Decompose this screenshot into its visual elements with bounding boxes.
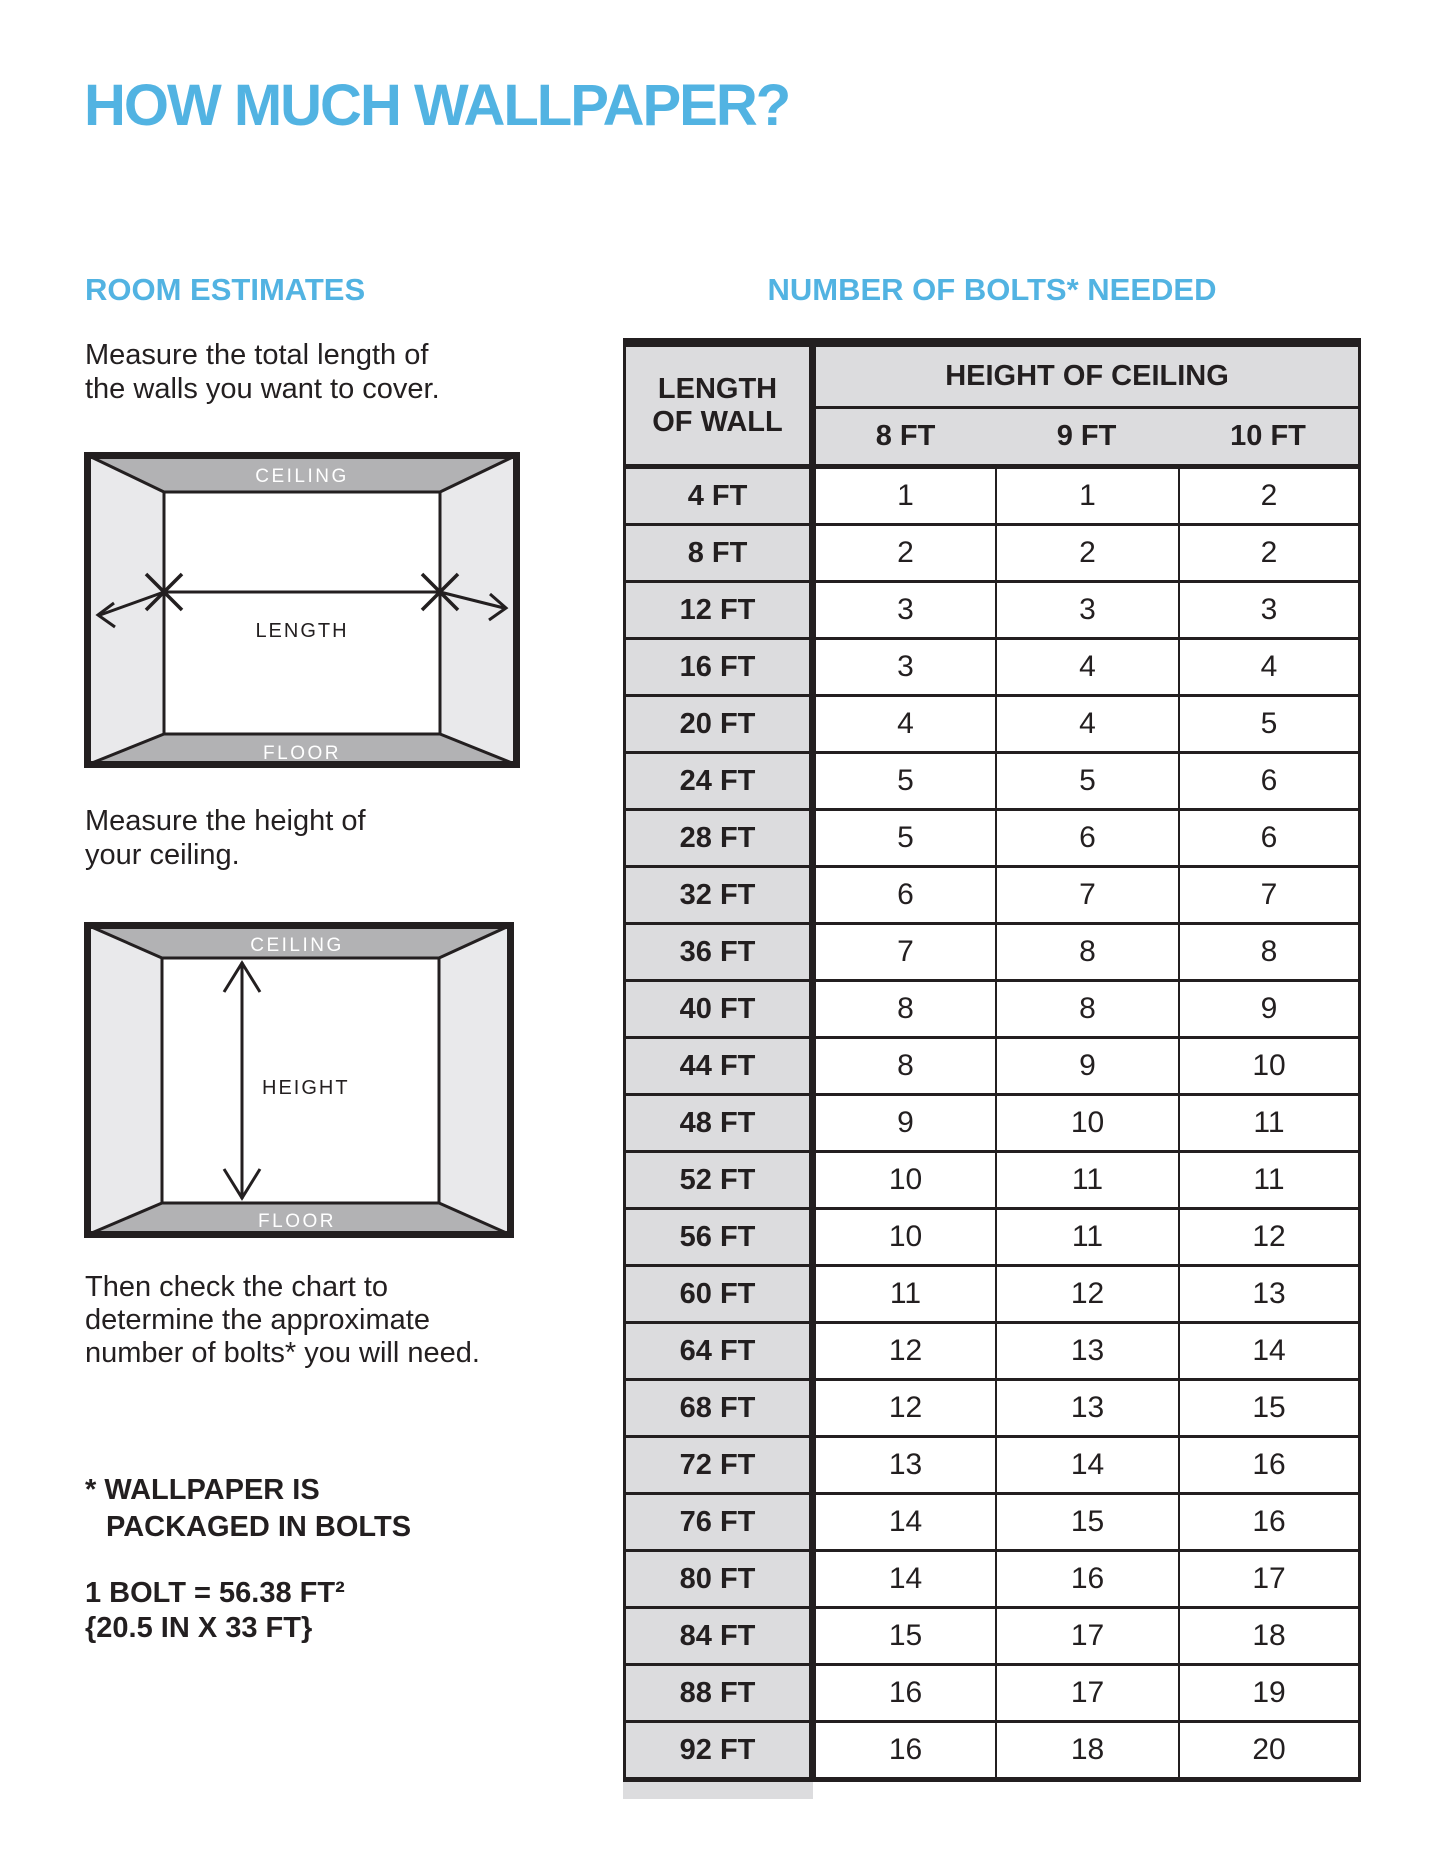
wall-length-label: 92 FT [626, 1723, 809, 1777]
table-row [626, 1210, 1358, 1267]
bolt-count-cell: 19 [1178, 1666, 1358, 1720]
bolt-count-cell: 6 [1178, 811, 1358, 865]
column-header-9ft: 9 FT [1056, 420, 1117, 452]
bolt-count-cell: 10 [995, 1096, 1178, 1150]
wall-length-label: 36 FT [626, 925, 809, 979]
bolt-count-cell: 3 [897, 593, 914, 626]
back-wall [164, 492, 440, 734]
step-measure-length [85, 338, 440, 406]
length-of-wall-header [626, 347, 809, 464]
ceiling-height-diagram [84, 922, 514, 1238]
bolt-count-cell: 5 [897, 821, 914, 854]
step-measure-length-line2: the walls you want to cover. [85, 373, 440, 405]
right-wall-surface [439, 922, 514, 1238]
bolt-size-info [85, 1576, 345, 1646]
bolt-count-cell: 11 [1178, 1096, 1358, 1150]
bolt-count-cell: 5 [995, 754, 1178, 808]
table-row [626, 697, 1358, 754]
table-row [626, 469, 1358, 526]
wall-length-label: 44 FT [626, 1039, 809, 1093]
bolt-count-cell: 14 [1178, 1324, 1358, 1378]
bolt-count-cell: 16 [1178, 1495, 1358, 1549]
bolt-count-cell: 9 [995, 1039, 1178, 1093]
row-divider [809, 1267, 816, 1321]
bolt-count-cell: 4 [995, 640, 1178, 694]
table-row [626, 1096, 1358, 1153]
floor-label: FLOOR [258, 1211, 336, 1232]
bolt-count-cell: 12 [888, 1334, 923, 1367]
column-header-10ft: 10 FT [1230, 420, 1306, 452]
wall-length-label: 8 FT [626, 526, 809, 580]
bolt-count-cell: 13 [1178, 1267, 1358, 1321]
wall-length-label: 32 FT [626, 868, 809, 922]
left-wall-surface [84, 452, 164, 768]
bolt-count-cell: 6 [995, 811, 1178, 865]
wall-length-label: 76 FT [626, 1495, 809, 1549]
wall-length-label: 48 FT [626, 1096, 809, 1150]
table-row [626, 1723, 1358, 1782]
bolt-count-cell: 10 [888, 1163, 923, 1196]
bolt-count-cell: 12 [1178, 1210, 1358, 1264]
bolts-footnote [85, 1472, 411, 1546]
row-divider [809, 925, 816, 979]
table-row [626, 1609, 1358, 1666]
ceiling-height-columns [816, 409, 1358, 464]
bolt-count-cell: 11 [995, 1153, 1178, 1207]
table-row [626, 1495, 1358, 1552]
row-divider [809, 469, 816, 523]
bolt-count-cell: 16 [888, 1733, 923, 1766]
bolt-count-cell: 11 [1178, 1153, 1358, 1207]
bolt-count-cell: 5 [1178, 697, 1358, 751]
table-row [626, 1153, 1358, 1210]
row-divider [809, 1552, 816, 1606]
table-row [626, 1039, 1358, 1096]
bolt-count-cell: 14 [888, 1562, 923, 1595]
row-divider [809, 754, 816, 808]
bolt-count-cell: 2 [995, 526, 1178, 580]
bolt-count-cell: 3 [897, 650, 914, 683]
height-of-ceiling-header: HEIGHT OF CEILING [816, 347, 1358, 409]
height-label: HEIGHT [262, 1077, 350, 1099]
step-measure-height-line2: your ceiling. [85, 839, 240, 871]
bolt-count-cell: 17 [995, 1666, 1178, 1720]
row-divider [809, 1096, 816, 1150]
bolt-count-cell: 16 [1178, 1438, 1358, 1492]
page-title: HOW MUCH WALLPAPER? [84, 73, 790, 138]
bolt-count-cell: 10 [1178, 1039, 1358, 1093]
bolts-footnote-line1: * WALLPAPER IS [85, 1474, 320, 1506]
wall-length-label: 52 FT [626, 1153, 809, 1207]
row-divider [809, 1438, 816, 1492]
wall-length-label: 68 FT [626, 1381, 809, 1435]
step-measure-height [85, 804, 366, 872]
right-wall-surface [440, 452, 520, 768]
bolt-count-cell: 7 [897, 935, 914, 968]
row-divider [809, 1609, 816, 1663]
floor-label: FLOOR [263, 743, 341, 764]
wall-length-label: 40 FT [626, 982, 809, 1036]
bolt-count-cell: 11 [995, 1210, 1178, 1264]
wall-length-label: 84 FT [626, 1609, 809, 1663]
wall-length-label: 88 FT [626, 1666, 809, 1720]
row-divider [809, 1381, 816, 1435]
bolt-count-cell: 8 [897, 1049, 914, 1082]
bolt-count-cell: 13 [995, 1324, 1178, 1378]
table-row [626, 640, 1358, 697]
table-row [626, 868, 1358, 925]
table-row [626, 1381, 1358, 1438]
table-header [626, 347, 1358, 464]
height-of-ceiling-section [816, 347, 1358, 464]
bolt-count-cell: 10 [888, 1220, 923, 1253]
bolt-count-cell: 13 [888, 1448, 923, 1481]
bolt-count-cell: 15 [888, 1619, 923, 1652]
wall-length-label: 60 FT [626, 1267, 809, 1321]
table-row [626, 1552, 1358, 1609]
row-divider [809, 1153, 816, 1207]
wall-length-label: 56 FT [626, 1210, 809, 1264]
table-row [626, 754, 1358, 811]
bolts-table [623, 338, 1361, 1782]
table-row [626, 925, 1358, 982]
table-body [626, 469, 1358, 1782]
length-of-wall-header-line1: LENGTH [657, 372, 778, 405]
row-divider [809, 1666, 816, 1720]
bolt-count-cell: 4 [1178, 640, 1358, 694]
bolt-count-cell: 6 [897, 878, 914, 911]
step-measure-height-line1: Measure the height of [85, 805, 366, 837]
bolt-count-cell: 14 [995, 1438, 1178, 1492]
step-measure-length-line1: Measure the total length of [85, 339, 429, 371]
row-divider [809, 640, 816, 694]
bolt-count-cell: 14 [888, 1505, 923, 1538]
bolt-count-cell: 2 [1178, 526, 1358, 580]
wall-length-label: 20 FT [626, 697, 809, 751]
bolt-count-cell: 3 [995, 583, 1178, 637]
bolt-count-cell: 2 [897, 536, 914, 569]
wall-length-label: 72 FT [626, 1438, 809, 1492]
wall-length-label: 28 FT [626, 811, 809, 865]
room-length-diagram [84, 452, 520, 768]
bolt-count-cell: 15 [995, 1495, 1178, 1549]
bolt-count-cell: 18 [1178, 1609, 1358, 1663]
wall-length-label: 16 FT [626, 640, 809, 694]
bolt-count-cell: 16 [995, 1552, 1178, 1606]
left-wall-surface [84, 922, 162, 1238]
bolt-count-cell: 12 [888, 1391, 923, 1424]
bolt-count-cell: 18 [995, 1723, 1178, 1777]
table-top-border [626, 338, 1358, 347]
ceiling-label: CEILING [255, 466, 349, 487]
length-label: LENGTH [255, 620, 349, 642]
row-divider [809, 583, 816, 637]
row-divider [809, 697, 816, 751]
bolt-count-cell: 5 [897, 764, 914, 797]
row-divider [809, 1324, 816, 1378]
table-row [626, 1666, 1358, 1723]
table-row [626, 526, 1358, 583]
bolt-count-cell: 16 [888, 1676, 923, 1709]
table-row [626, 1324, 1358, 1381]
wall-length-label: 4 FT [626, 469, 809, 523]
step-check-chart-line3: number of bolts* you will need. [85, 1337, 480, 1369]
table-row [626, 811, 1358, 868]
row-divider [809, 1210, 816, 1264]
table-row [626, 583, 1358, 640]
bolt-count-cell: 8 [995, 982, 1178, 1036]
bolt-count-cell: 8 [1178, 925, 1358, 979]
wall-length-label: 64 FT [626, 1324, 809, 1378]
row-divider [809, 811, 816, 865]
step-check-chart-line2: determine the approximate [85, 1304, 430, 1336]
bolt-count-cell: 3 [1178, 583, 1358, 637]
bolt-count-cell: 11 [889, 1277, 922, 1310]
wall-length-label: 80 FT [626, 1552, 809, 1606]
bolt-count-cell: 1 [897, 479, 914, 512]
row-divider [809, 526, 816, 580]
step-check-chart [85, 1271, 480, 1370]
row-divider [809, 1495, 816, 1549]
table-bottom-tab [623, 1782, 813, 1799]
bolt-size-line1: 1 BOLT = 56.38 FT² [85, 1577, 345, 1609]
bolt-count-cell: 1 [995, 469, 1178, 523]
bolt-count-cell: 4 [995, 697, 1178, 751]
table-row [626, 1267, 1358, 1324]
bolt-count-cell: 8 [897, 992, 914, 1025]
bolt-count-cell: 12 [995, 1267, 1178, 1321]
bolt-count-cell: 9 [897, 1106, 914, 1139]
bolt-count-cell: 13 [995, 1381, 1178, 1435]
bolt-count-cell: 2 [1178, 469, 1358, 523]
bolt-count-cell: 7 [1178, 868, 1358, 922]
bolt-count-cell: 17 [995, 1609, 1178, 1663]
column-header-8ft: 8 FT [875, 420, 936, 452]
table-row [626, 982, 1358, 1039]
header-divider [809, 347, 816, 464]
bolt-count-cell: 4 [897, 707, 914, 740]
row-divider [809, 868, 816, 922]
bolt-count-cell: 6 [1178, 754, 1358, 808]
bolts-needed-heading: NUMBER OF BOLTS* NEEDED [767, 272, 1217, 307]
wall-length-label: 12 FT [626, 583, 809, 637]
bolts-footnote-line2: PACKAGED IN BOLTS [106, 1511, 412, 1543]
bolt-size-line2: {20.5 IN X 33 FT} [85, 1612, 313, 1644]
bolt-count-cell: 17 [1178, 1552, 1358, 1606]
bolt-count-cell: 7 [995, 868, 1178, 922]
bolt-count-cell: 8 [995, 925, 1178, 979]
bolt-count-cell: 9 [1178, 982, 1358, 1036]
table-row [626, 1438, 1358, 1495]
room-estimates-heading: ROOM ESTIMATES [85, 272, 366, 307]
row-divider [809, 982, 816, 1036]
step-check-chart-line1: Then check the chart to [85, 1271, 389, 1303]
bolt-count-cell: 20 [1178, 1723, 1358, 1777]
wall-length-label: 24 FT [626, 754, 809, 808]
row-divider [809, 1723, 816, 1777]
ceiling-label: CEILING [250, 935, 344, 956]
bolt-count-cell: 15 [1178, 1381, 1358, 1435]
length-of-wall-header-line2: OF WALL [652, 405, 783, 438]
row-divider [809, 1039, 816, 1093]
